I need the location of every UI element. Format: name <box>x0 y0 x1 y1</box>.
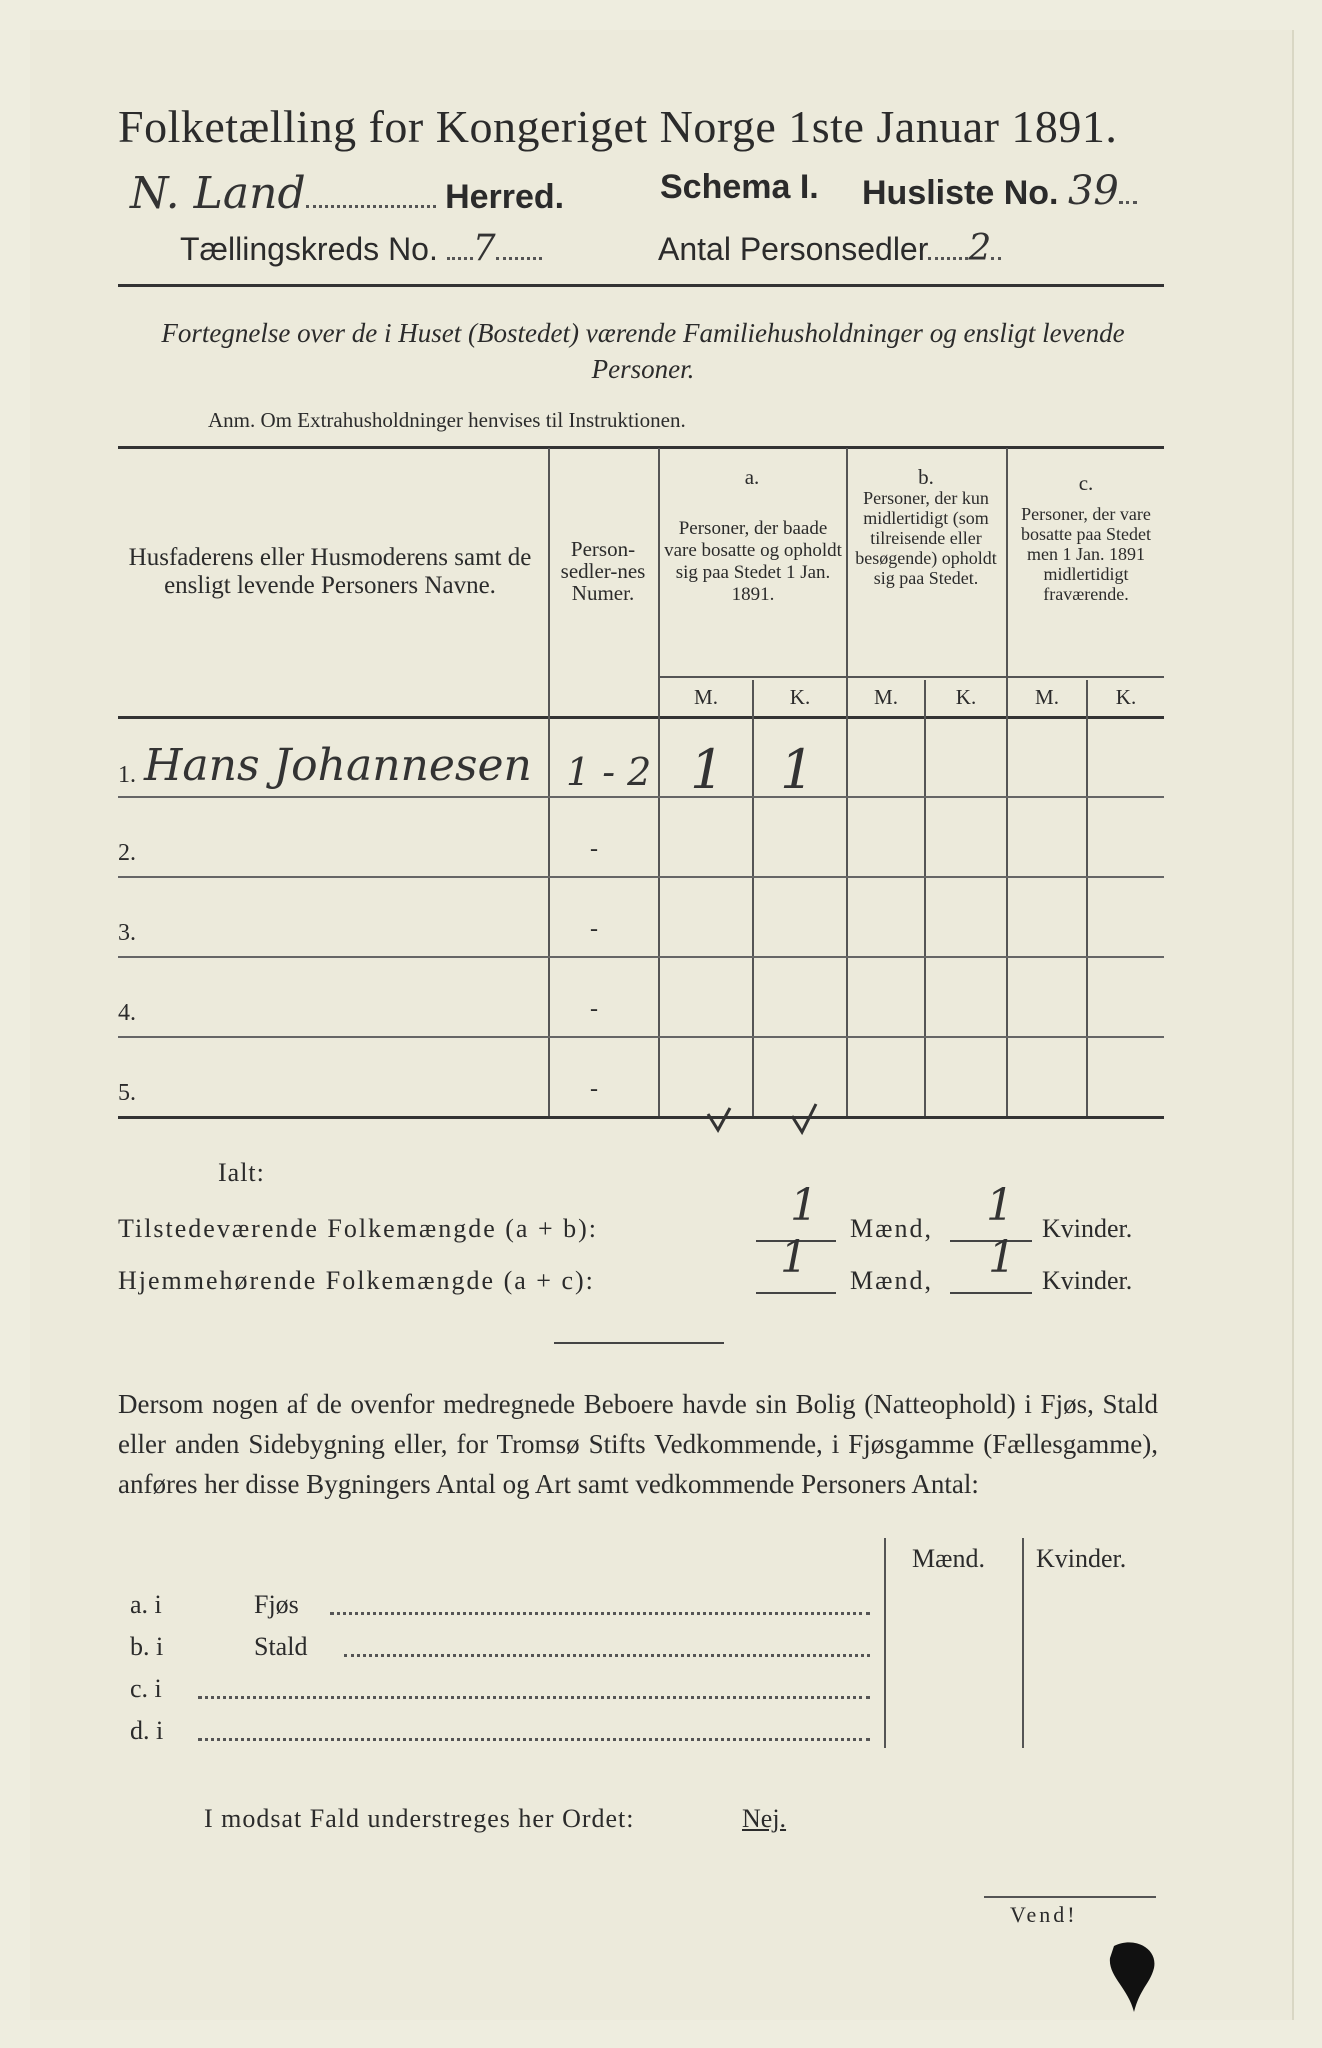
a-k-header: K. <box>789 685 811 709</box>
building-row-letter: b. i <box>130 1632 164 1661</box>
table-bottom-rule <box>118 1116 1164 1119</box>
buildings-kvinder-header: Kvinder. <box>1036 1544 1127 1573</box>
vend-rule <box>984 1896 1156 1898</box>
hjem-label: Hjemmehørende Folkemængde (a + c): <box>118 1266 595 1295</box>
col-c-header: Personer, der vare bosatte paa Stedet men 1 Jan. 1891 midlertidigt fraværende. <box>1021 504 1151 604</box>
row-a-m: 1 <box>690 738 725 801</box>
kreds-dots <box>447 231 473 260</box>
a-m-header: M. <box>694 685 718 709</box>
husliste-line <box>862 168 1137 214</box>
mk-divider <box>924 680 926 1116</box>
ialt-label: Ialt: <box>218 1158 265 1187</box>
building-dots <box>344 1654 870 1657</box>
hjem-m-line <box>756 1292 836 1294</box>
hjem-kvinder: Kvinder. <box>1042 1266 1133 1295</box>
row-number: 1. <box>118 762 136 788</box>
building-dots <box>198 1696 870 1699</box>
building-row-type: Fjøs <box>254 1590 299 1619</box>
mk-divider <box>752 680 754 1116</box>
col-a-header: Personer, der baade vare bosatte og opholdt sig paa Stedet 1 Jan. 1891. <box>664 518 842 605</box>
herred-dots <box>306 179 436 208</box>
row-rule <box>118 1036 1164 1038</box>
hjem-maend: Mænd, <box>850 1266 933 1295</box>
kreds-label: Tællingskreds No. <box>180 231 438 267</box>
antal-label: Antal Personsedler <box>658 231 929 267</box>
col-divider <box>846 448 848 1116</box>
kreds-dots-2 <box>496 231 542 260</box>
herred-line <box>130 168 564 219</box>
row-a-k: 1 <box>780 738 815 801</box>
building-row-letter: a. i <box>130 1590 162 1619</box>
row-name: Hans Johannesen <box>144 740 532 791</box>
building-dots <box>330 1612 870 1615</box>
hjem-k-line <box>950 1292 1032 1294</box>
schema-label: Schema I. <box>660 168 819 206</box>
check-mark <box>708 1108 730 1130</box>
row-number: 4. <box>118 1000 136 1026</box>
col-c-letter: c. <box>1078 471 1094 495</box>
husliste-value: 39 <box>1067 168 1119 214</box>
ink-blot <box>1104 1936 1164 2016</box>
modsat-text: I modsat Fald understreges her Ordet: <box>204 1804 635 1833</box>
col-name-header: Husfaderens eller Husmoderens samt de ensligt levende Personers Navne. <box>128 544 532 599</box>
vend-text: Vend! <box>1010 1902 1078 1927</box>
husliste-dots <box>1119 175 1137 204</box>
row-num: - <box>590 916 598 942</box>
antal-dots <box>928 231 968 260</box>
nej-word: Nej. <box>742 1804 787 1833</box>
buildings-divider <box>884 1538 886 1748</box>
section-divider <box>554 1342 724 1344</box>
b-m-header: M. <box>874 685 898 709</box>
antal-dots-2 <box>991 231 1001 260</box>
col-num-header: Person-sedler-nes Numer. <box>560 537 646 605</box>
c-m-header: M. <box>1035 685 1059 709</box>
tilst-kvinder: Kvinder. <box>1042 1214 1133 1243</box>
col-divider <box>548 448 550 1116</box>
row-num: 1 - 2 <box>566 750 652 794</box>
row-rule <box>118 956 1164 958</box>
hjem-k: 1 <box>988 1232 1016 1283</box>
buildings-divider <box>1022 1538 1024 1748</box>
anm-note: Anm. Om Extrahusholdninger henvises til Instruktionen. <box>208 408 686 432</box>
building-row-letter: d. i <box>130 1716 164 1745</box>
mk-rule <box>660 676 1164 678</box>
col-b-header: Personer, der kun midlertidigt (som tilreisende eller besøgende) opholdt sig paa Stedet. <box>855 488 997 588</box>
building-dots <box>198 1738 870 1741</box>
row-number: 2. <box>118 840 136 866</box>
b-k-header: K. <box>955 685 977 709</box>
building-row-type: Stald <box>254 1632 308 1661</box>
kreds-line <box>180 228 542 269</box>
antal-line <box>658 228 1001 269</box>
buildings-maend-header: Mænd. <box>912 1544 985 1573</box>
col-a-letter: a. <box>744 465 760 489</box>
row-number: 5. <box>118 1080 136 1106</box>
description: Fortegnelse over de i Huset (Bostedet) værende Familiehusholdninger og ensligt levende Personer. <box>161 318 1125 384</box>
hjem-m: 1 <box>780 1232 808 1283</box>
herred-label: Herred. <box>445 178 565 216</box>
row-num: - <box>590 1076 598 1102</box>
sidebygning-paragraph: Dersom nogen af de ovenfor medregnede Beboere havde sin Bolig (Natteophold) i Fjøs, Stald eller anden Sidebygning eller, for Tromsø Stifts Vedkommende, i Fjøsgamme (Fællesgamme), anføres her disse Bygningers Antal og Art samt vedkommende Personers Antal: <box>118 1389 1158 1499</box>
building-row-letter: c. i <box>130 1674 162 1703</box>
row-rule <box>118 876 1164 878</box>
col-divider <box>658 448 660 1116</box>
mk-divider <box>1086 680 1088 1116</box>
tilst-m: 1 <box>790 1180 818 1231</box>
tilst-label: Tilstedeværende Folkemængde (a + b): <box>118 1214 598 1243</box>
herred-value: N. Land <box>130 168 306 219</box>
check-mark <box>792 1104 816 1132</box>
row-rule <box>118 796 1164 798</box>
row-num: - <box>590 836 598 862</box>
c-k-header: K. <box>1115 685 1137 709</box>
form-title: Folketælling for Kongeriget Norge 1ste Januar 1891. <box>118 101 1118 152</box>
check-marks <box>700 1100 820 1140</box>
col-b-letter: b. <box>918 465 934 489</box>
row-number: 3. <box>118 920 136 946</box>
header-rule <box>118 284 1164 287</box>
row-num: - <box>590 996 598 1022</box>
tilst-k: 1 <box>986 1180 1014 1231</box>
antal-value: 2 <box>968 228 992 269</box>
kreds-value: 7 <box>472 228 496 269</box>
tilst-maend: Mænd, <box>850 1214 933 1243</box>
husliste-label: Husliste No. <box>862 174 1059 212</box>
col-divider <box>1006 448 1008 1116</box>
